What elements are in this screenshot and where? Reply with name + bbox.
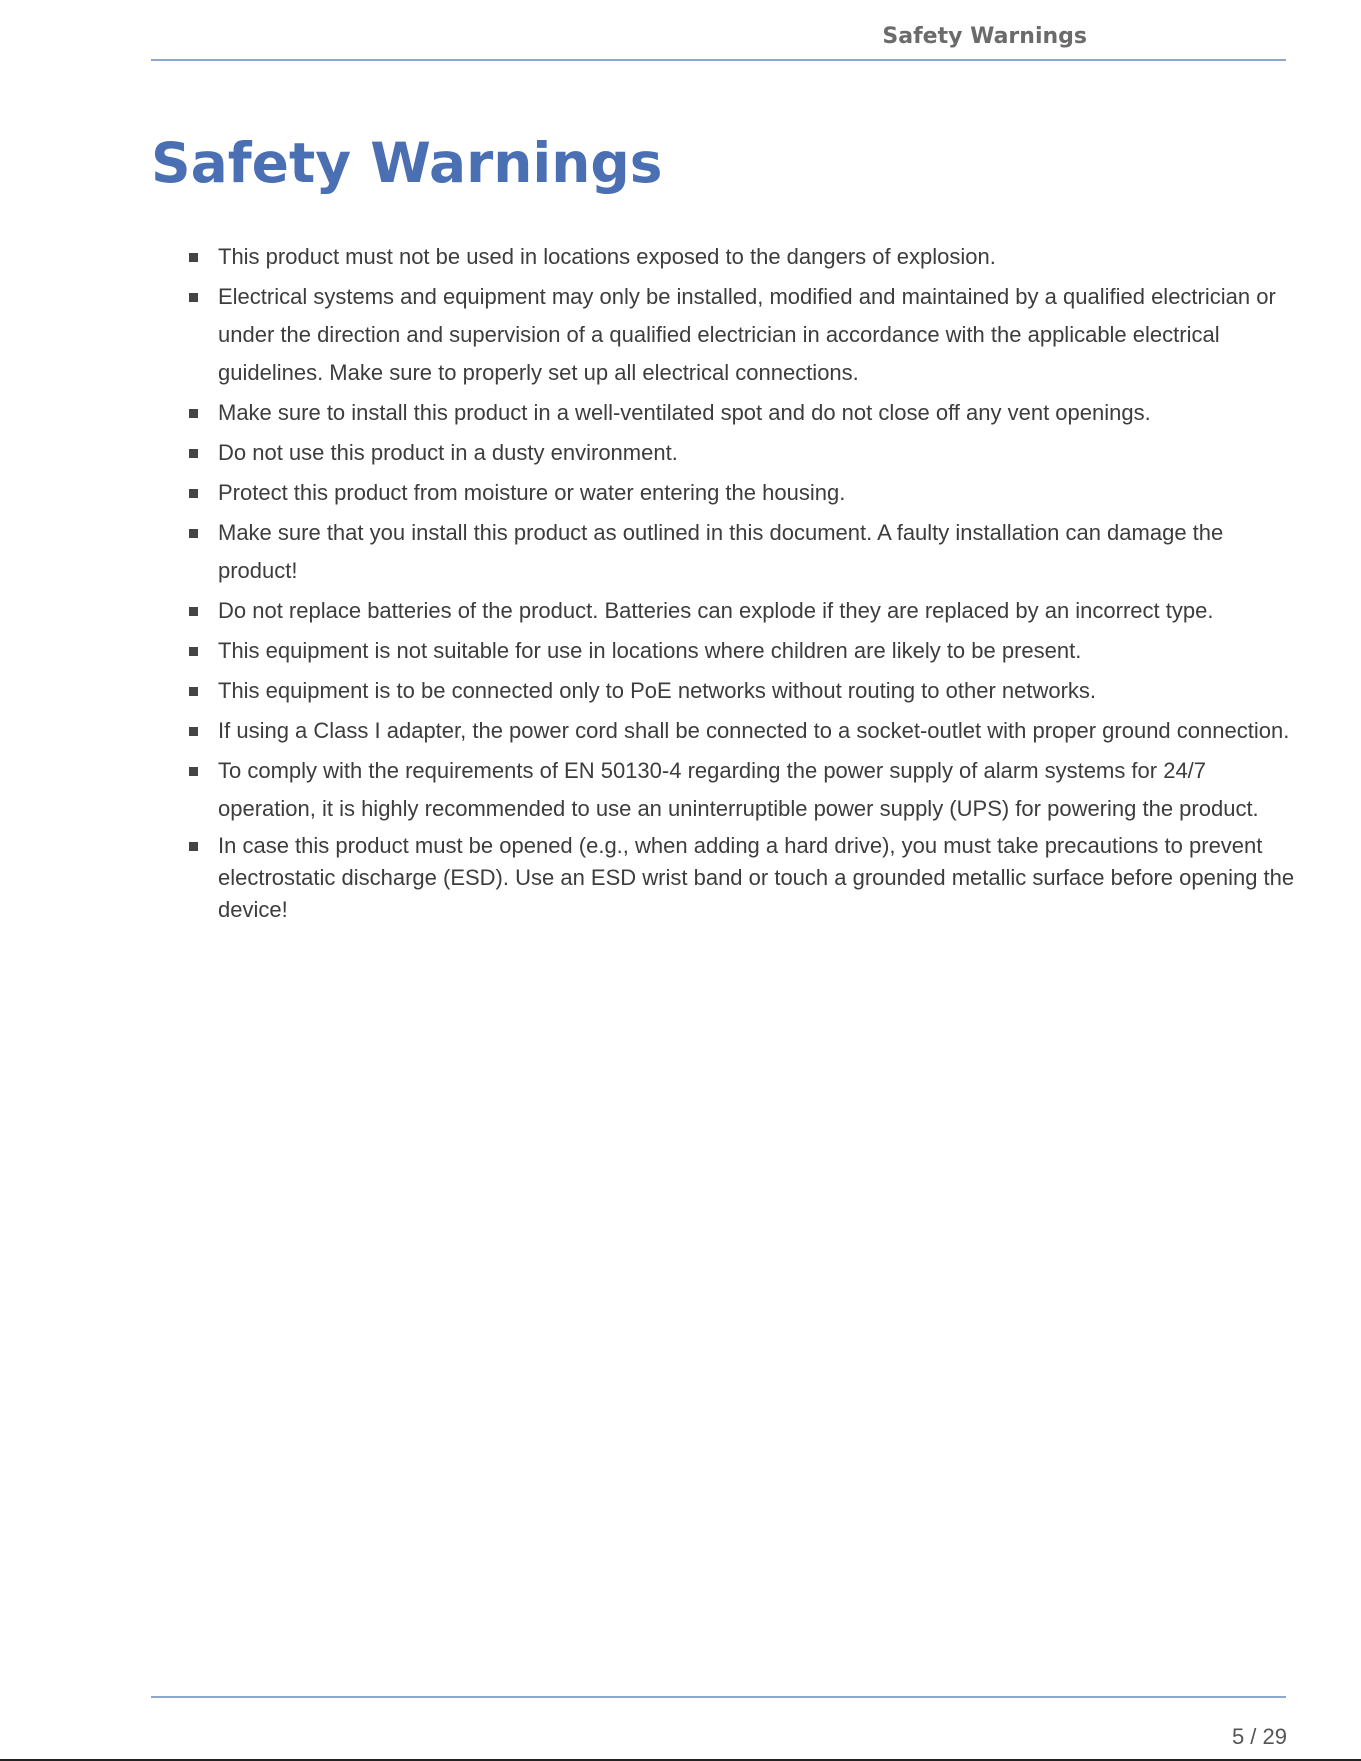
list-item <box>187 278 1307 392</box>
warning-text: Protect this product from moisture or water entering the housing. <box>218 480 846 505</box>
list-item <box>187 514 1307 590</box>
safety-warnings-list <box>187 238 1307 928</box>
warning-text: This equipment is not suitable for use in locations where children are likely to be present. <box>218 638 1082 663</box>
list-item <box>187 830 1307 926</box>
square-bullet-icon <box>189 529 198 538</box>
square-bullet-icon <box>189 842 198 851</box>
warning-text: To comply with the requirements of EN 50130-4 regarding the power supply of alarm systems for 24/7 operation, it is highly recommended to use an uninterruptible power supply (UPS) for powering the product. <box>218 758 1259 821</box>
square-bullet-icon <box>189 647 198 656</box>
warning-text: If using a Class I adapter, the power cord shall be connected to a socket-outlet with proper ground connection. <box>218 718 1290 743</box>
square-bullet-icon <box>189 253 198 262</box>
warning-text: Do not replace batteries of the product. Batteries can explode if they are replaced by an incorrect type. <box>218 598 1214 623</box>
warning-text: Electrical systems and equipment may only be installed, modified and maintained by a qualified electrician or under the direction and supervision of a qualified electrician in accordance with the applicable electrical guidelines. Make sure to properly set up all electrical connections. <box>218 284 1276 385</box>
footer-divider <box>151 1696 1286 1698</box>
running-header-title: Safety Warnings <box>882 24 1087 49</box>
page-number: 5 / 29 <box>1231 1724 1287 1749</box>
square-bullet-icon <box>189 489 198 498</box>
square-bullet-icon <box>189 767 198 776</box>
list-item <box>187 672 1307 710</box>
square-bullet-icon <box>189 727 198 736</box>
list-item <box>187 712 1307 750</box>
header-divider <box>151 59 1286 61</box>
list-item <box>187 632 1307 670</box>
warning-text: Do not use this product in a dusty environment. <box>218 440 678 465</box>
warning-text: Make sure to install this product in a well-ventilated spot and do not close off any vent openings. <box>218 400 1151 425</box>
square-bullet-icon <box>189 687 198 696</box>
list-item <box>187 238 1307 276</box>
warning-text: In case this product must be opened (e.g., when adding a hard drive), you must take precautions to prevent electrostatic discharge (ESD). Use an ESD wrist band or touch a grounded metallic surface before opening the device! <box>218 833 1295 922</box>
page-title: Safety Warnings <box>151 131 663 195</box>
warning-text: This equipment is to be connected only to PoE networks without routing to other networks. <box>218 678 1097 703</box>
list-item <box>187 474 1307 512</box>
square-bullet-icon <box>189 409 198 418</box>
square-bullet-icon <box>189 449 198 458</box>
list-item <box>187 592 1307 630</box>
list-item <box>187 752 1307 828</box>
warning-text: Make sure that you install this product as outlined in this document. A faulty installation can damage the product! <box>218 520 1224 583</box>
warning-text: This product must not be used in locations exposed to the dangers of explosion. <box>218 244 996 269</box>
square-bullet-icon <box>189 293 198 302</box>
list-item <box>187 394 1307 432</box>
list-item <box>187 434 1307 472</box>
square-bullet-icon <box>189 607 198 616</box>
